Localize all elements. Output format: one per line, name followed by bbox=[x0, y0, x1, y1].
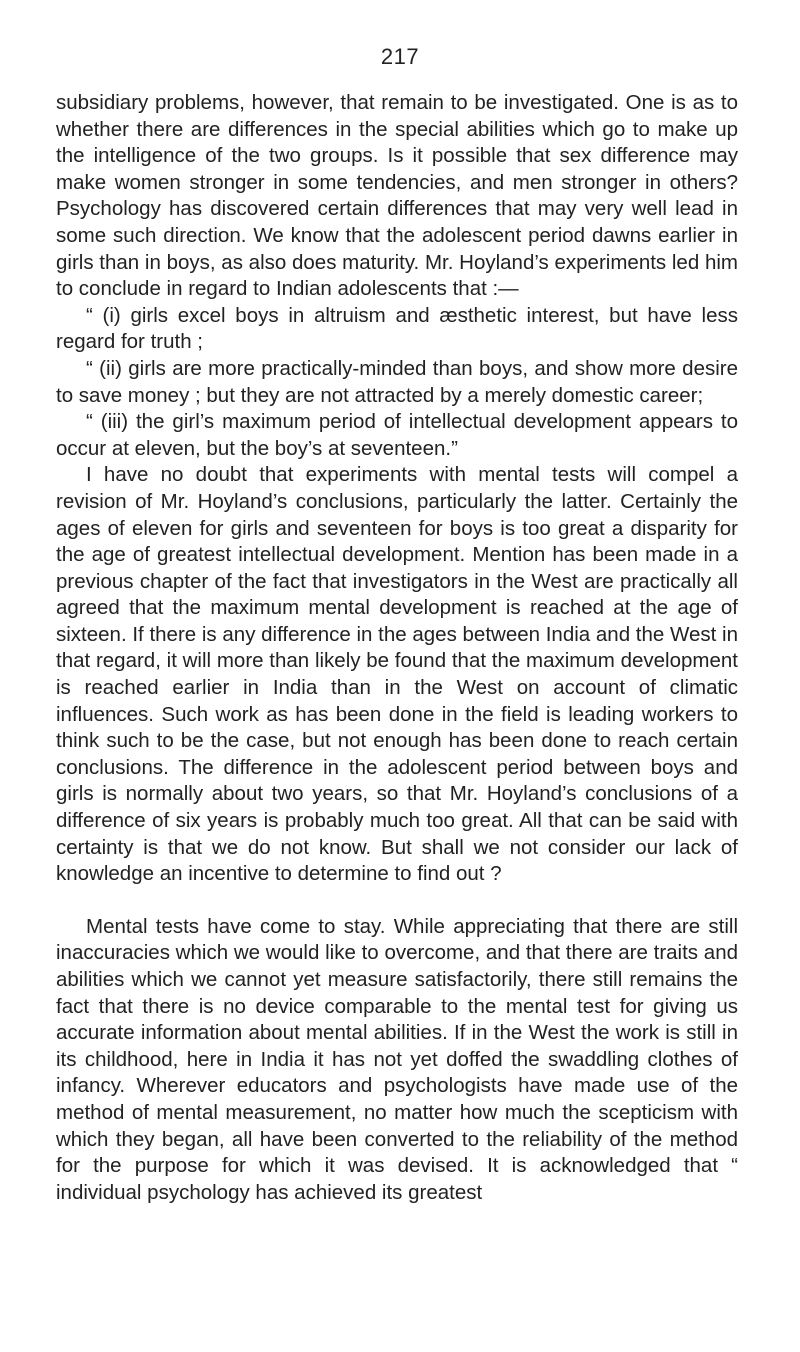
quote-item-ii: “ (ii) girls are more practically-minded than boys, and show more desire to save money ; but they are not attracted by a merely domestic career; bbox=[56, 356, 738, 407]
quote-item-i: “ (i) girls excel boys in altruism and æsthetic interest, but have less regard for truth ; bbox=[56, 303, 738, 354]
paragraph-continuation: subsidiary problems, however, that remain to be investigated. One is as to whether there are differences in the special abilities which go to make up the intelligence of the two groups. Is it possible that sex difference may make women stronger in some tendencies, and men stronger in others? Psychology has discovered certain differences that may very well lead in some such direction. We know that the adolescent period dawns earlier in girls than in boys, as also does maturity. Mr. Hoyland’s experiments led him to conclude in regard to Indian adolescents that :— bbox=[56, 91, 738, 301]
section-break bbox=[56, 888, 738, 914]
page-number: 217 bbox=[380, 44, 420, 69]
body-text bbox=[56, 90, 738, 1206]
paragraph-conclusions: I have no doubt that experiments with mental tests will compel a revision of Mr. Hoyland’s conclusions, particularly the latter. Certainly the ages of eleven for girls and seventeen for boys is too great a disparity for the age of greatest intellectual development. Mention has been made in a previous chapter of the fact that investigators in the West are practically all agreed that the maximum mental development is reached at the age of sixteen. If there is any difference in the ages between India and the West in that regard, it will more than likely be found that the maximum development is reached earlier in India than in the West on account of climatic influences. Such work as has been done in the field is leading workers to think such to be the case, but not enough has been done to reach certain conclusions. The difference in the adolescent period between boys and girls is normally about two years, so that Mr. Hoyland’s conclusions of a difference of six years is probably much too great. All that can be said with certainty is that we do not know. But shall we not consider our lack of knowledge an incentive to determine to find out ? bbox=[56, 463, 738, 886]
paragraph-mental-tests: Mental tests have come to stay. While appreciating that there are still inaccuracies which we would like to overcome, and that there are traits and abilities which we cannot yet measure satisfactorily, there still remains the fact that there is no device comparable to the mental test for giving us accurate information about mental abilities. If in the West the work is still in its childhood, here in India it has not yet doffed the swaddling clothes of infancy. Wherever educators and psychologists have made use of the method of mental measurement, no matter how much the scepticism with which they began, all have been converted to the reliability of the method for the purpose for which it was devised. It is acknowledged that “ individual psychology has achieved its greatest bbox=[56, 914, 738, 1204]
quote-item-iii: “ (iii) the girl’s maximum period of intellectual development appears to occur at eleven, but the boy’s at seventeen.” bbox=[56, 410, 738, 460]
